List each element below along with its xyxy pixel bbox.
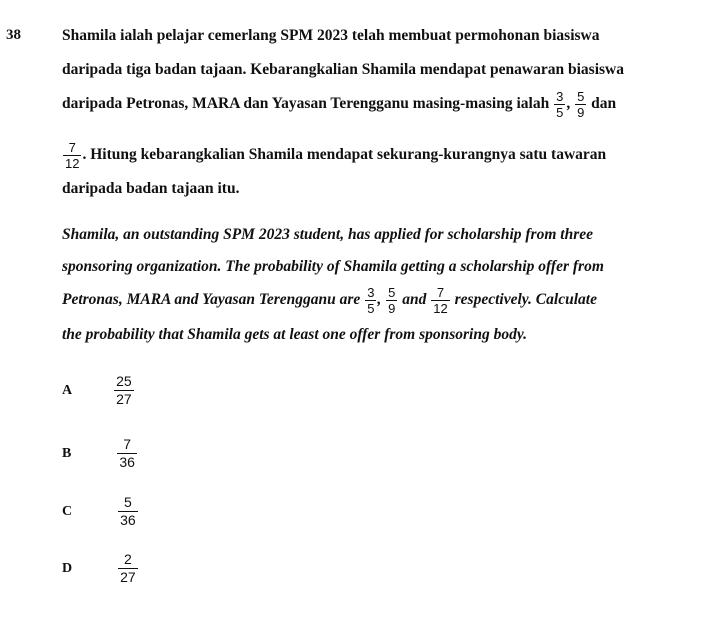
fraction-denominator: 9 xyxy=(577,104,585,120)
fraction-denominator: 12 xyxy=(433,300,448,316)
fraction-numerator: 7 xyxy=(68,139,76,155)
option-b-letter: B xyxy=(62,445,72,461)
english-line-4: the probability that Shamila gets at least one offer from sponsoring body. xyxy=(62,326,528,343)
fraction-petronas xyxy=(554,89,565,120)
option-d[interactable] xyxy=(62,551,138,586)
english-line-1: Shamila, an outstanding SPM 2023 student, has applied for scholarship from three xyxy=(62,226,593,243)
option-c-fraction xyxy=(118,494,138,529)
fraction-mara xyxy=(575,89,586,120)
fraction-denominator: 5 xyxy=(367,300,375,316)
option-numerator: 7 xyxy=(123,436,132,452)
fraction-numerator: 5 xyxy=(388,284,396,300)
option-denominator: 36 xyxy=(119,454,135,470)
malay-line-5: daripada badan tajaan itu. xyxy=(62,180,240,197)
option-denominator: 27 xyxy=(116,391,132,407)
separator-comma: , xyxy=(377,291,382,308)
option-c-letter: C xyxy=(62,503,73,519)
option-c[interactable] xyxy=(62,494,138,529)
option-numerator: 25 xyxy=(116,373,132,389)
fraction-denominator: 9 xyxy=(388,300,396,316)
fraction-yayasan xyxy=(63,140,81,171)
english-line-3-and: and xyxy=(402,291,427,308)
english-line-3 xyxy=(62,283,597,317)
option-numerator: 5 xyxy=(124,494,132,510)
separator-comma: , xyxy=(566,95,571,112)
english-line-2: sponsoring organization. The probability of Shamila getting a scholarship offer from xyxy=(62,258,604,275)
fraction-denominator: 12 xyxy=(65,155,80,171)
malay-line-1: Shamila ialah pelajar cemerlang SPM 2023 telah membuat permohonan biasiswa xyxy=(62,27,600,44)
option-d-fraction xyxy=(118,551,138,586)
option-b[interactable] xyxy=(62,436,137,471)
option-a-letter: A xyxy=(62,382,73,398)
option-a[interactable] xyxy=(62,373,134,408)
question-number: 38 xyxy=(6,27,21,43)
option-numerator: 2 xyxy=(124,551,132,567)
fraction-numerator: 3 xyxy=(367,284,375,300)
fraction-petronas-en xyxy=(365,285,376,316)
fraction-numerator: 5 xyxy=(577,88,585,104)
malay-line-3-end: dan xyxy=(591,95,617,112)
option-b-fraction xyxy=(117,436,137,471)
fraction-mara-en xyxy=(386,285,397,316)
malay-line-4 xyxy=(62,138,606,172)
option-a-fraction xyxy=(114,373,134,408)
malay-line-3 xyxy=(62,87,616,121)
fraction-numerator: 3 xyxy=(556,88,564,104)
option-d-letter: D xyxy=(62,560,73,576)
fraction-numerator: 7 xyxy=(436,284,445,300)
malay-line-3-text: daripada Petronas, MARA dan Yayasan Terengganu masing-masing ialah xyxy=(62,95,550,112)
option-denominator: 36 xyxy=(120,512,136,528)
fraction-yayasan-en xyxy=(431,285,449,316)
malay-line-2: daripada tiga badan tajaan. Kebarangkalian Shamila mendapat penawaran biasiswa xyxy=(62,61,624,78)
fraction-denominator: 5 xyxy=(556,104,564,120)
option-denominator: 27 xyxy=(120,569,136,585)
malay-line-4-text: . Hitung kebarangkalian Shamila mendapat sekurang-kurangnya satu tawaran xyxy=(82,146,607,163)
english-line-3-text: Petronas, MARA and Yayasan Terengganu are xyxy=(62,291,361,308)
english-line-3-end: respectively. Calculate xyxy=(454,291,597,308)
